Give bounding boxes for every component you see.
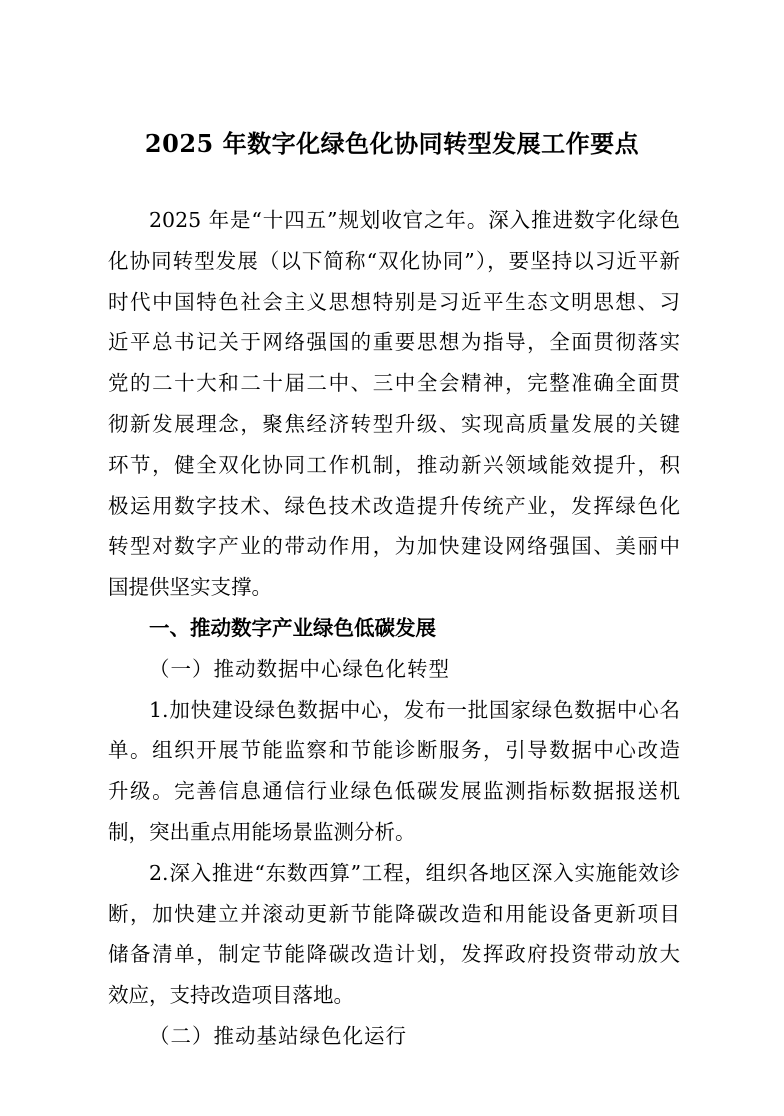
paragraph-line: 单。组织开展节能监察和节能诊断服务，引导数据中心改造	[108, 738, 680, 763]
section-heading: 一、推动数字产业绿色低碳发展	[149, 615, 436, 640]
paragraph-line: 环节，健全双化协同工作机制，推动新兴领域能效提升，积	[108, 452, 680, 477]
document-title: 2025 年数字化绿色化协同转型发展工作要点	[144, 129, 640, 158]
paragraph-line: 效应，支持改造项目落地。	[108, 983, 354, 1008]
subsection-heading: （二）推动基站绿色化运行	[149, 1023, 407, 1048]
paragraph-line: 时代中国特色社会主义思想特别是习近平生态文明思想、习	[108, 289, 680, 314]
paragraph-line: 化协同转型发展（以下简称“双化协同”），要坚持以习近平新	[108, 248, 680, 273]
paragraph-line: 1.加快建设绿色数据中心，发布一批国家绿色数据中心名	[149, 697, 680, 722]
paragraph-line: 彻新发展理念，聚焦经济转型升级、实现高质量发展的关键	[108, 411, 680, 436]
paragraph-line: 极运用数字技术、绿色技术改造提升传统产业，发挥绿色化	[108, 493, 680, 518]
subsection-heading: （一）推动数据中心绿色化转型	[149, 656, 450, 681]
paragraph-line: 升级。完善信息通信行业绿色低碳发展监测指标数据报送机	[108, 779, 680, 804]
paragraph-line: 制，突出重点用能场景监测分析。	[108, 819, 416, 844]
paragraph-line: 储备清单，制定节能降碳改造计划，发挥政府投资带动放大	[108, 942, 680, 967]
paragraph-line: 近平总书记关于网络强国的重要思想为指导，全面贯彻落实	[108, 330, 680, 355]
document-body	[108, 200, 680, 1057]
paragraph-line: 国提供坚实支撑。	[108, 575, 272, 600]
paragraph-line: 2.深入推进“东数西算”工程，组织各地区深入实施能效诊	[149, 860, 680, 885]
paragraph-line: 2025 年是“十四五”规划收官之年。深入推进数字化绿色	[149, 208, 680, 232]
paragraph-line: 党的二十大和二十届二中、三中全会精神，完整准确全面贯	[108, 371, 680, 396]
paragraph-line: 转型对数字产业的带动作用，为加快建设网络强国、美丽中	[108, 534, 680, 559]
paragraph-line: 断，加快建立并滚动更新节能降碳改造和用能设备更新项目	[108, 901, 680, 926]
